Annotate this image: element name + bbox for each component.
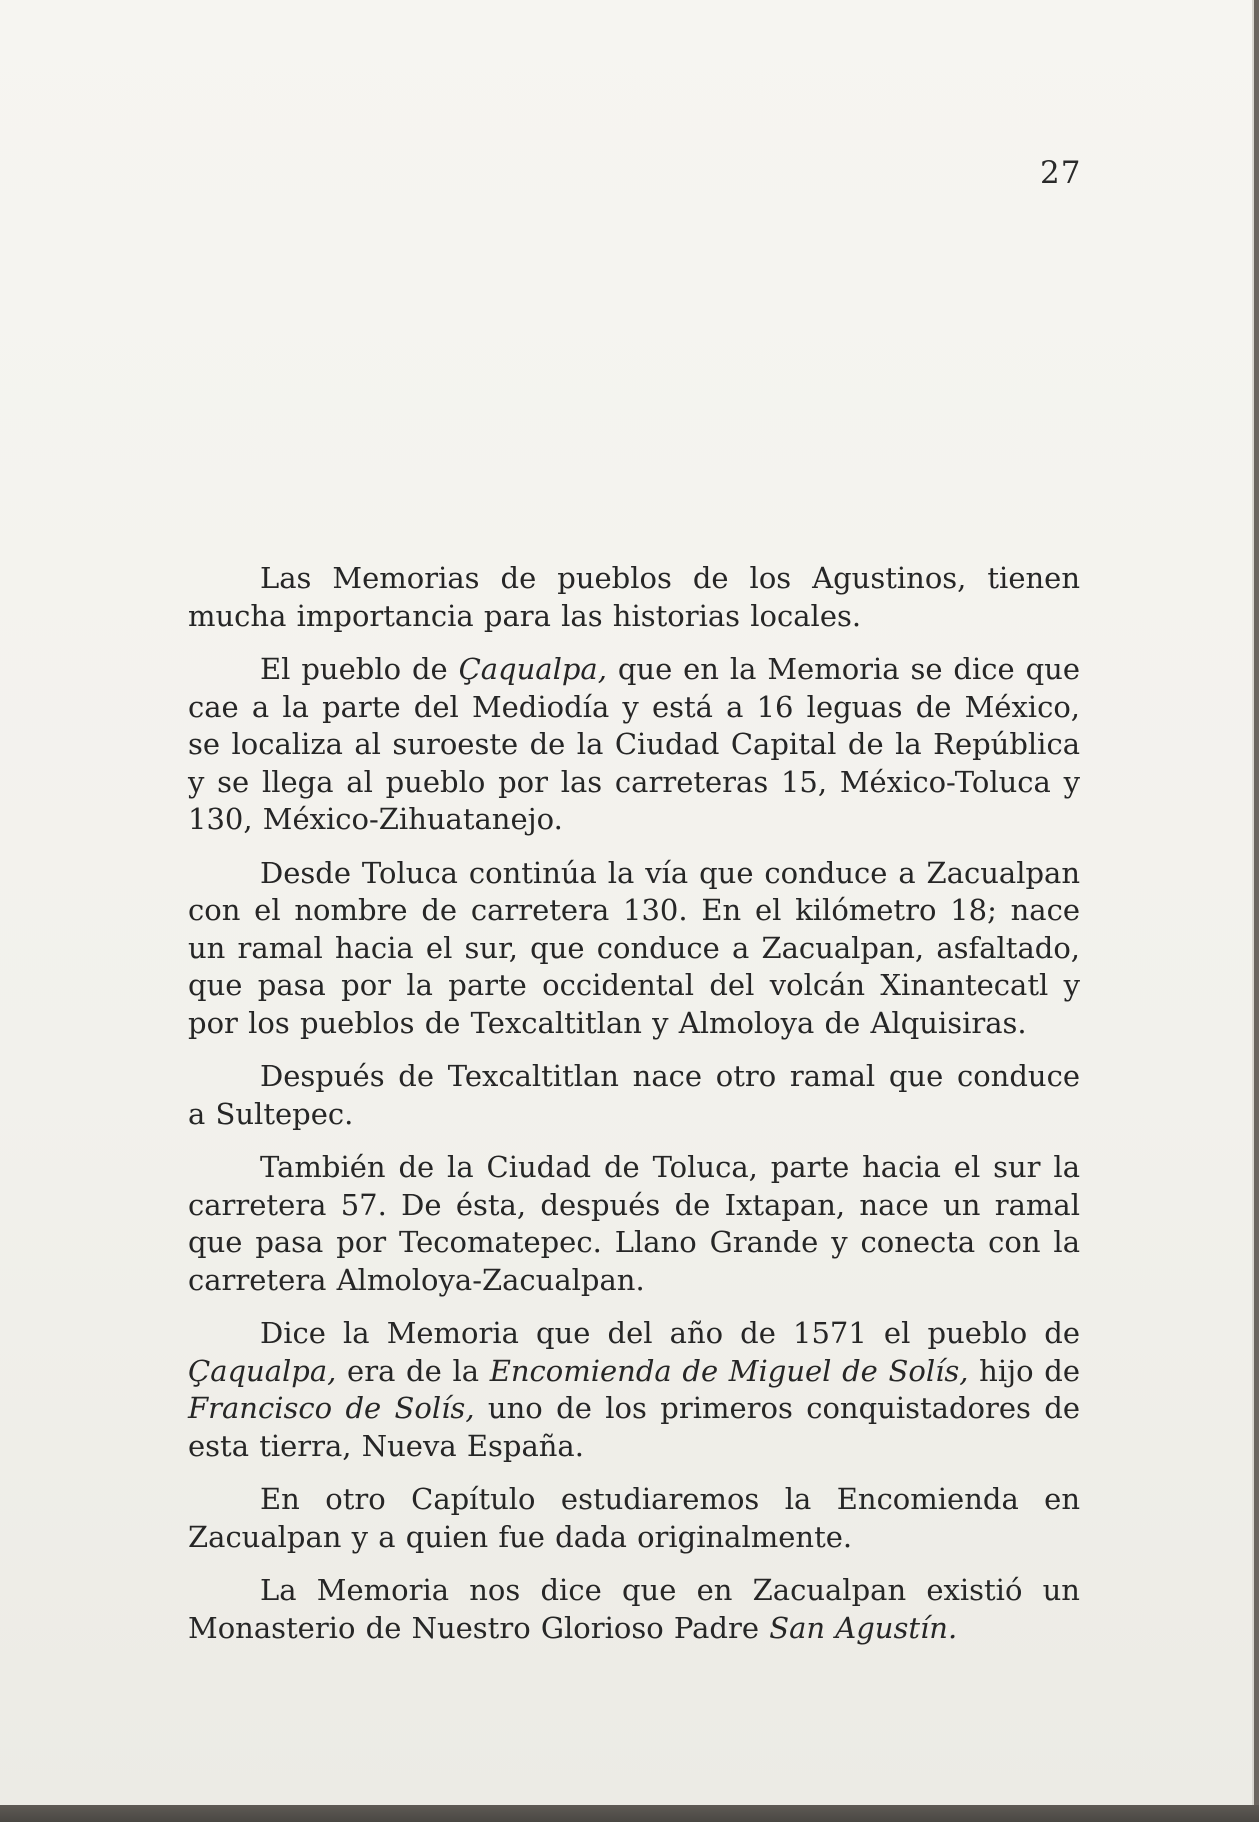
text-segment: Desde Toluca continúa la vía que conduce a Zacualpan con el nombre de carretera 130. En el kilómetro 18; nace un ramal hacia el sur, que conduce a Zacualpan, asfaltado, que pasa por la parte occidental del volcán Xinantecatl y por los pueblos de Texcaltitlan y Almoloya de Alquisiras.	[188, 855, 1080, 1040]
text-segment: También de la Ciudad de Toluca, parte hacia el sur la carretera 57. De ésta, después de Ixtapan, nace un ramal que pasa por Tecomatepec. Llano Grande y conecta con la carretera Almoloya-Zacualpan.	[188, 1150, 1080, 1297]
text-segment: Las Memorias de pueblos de los Agustinos, tienen mucha importancia para las historias locales.	[188, 561, 1080, 633]
page-number: 27	[1040, 155, 1082, 191]
paragraph	[188, 1149, 1080, 1299]
paragraph	[188, 1058, 1080, 1133]
italic-text: Encomienda de Miguel de Solís,	[489, 1353, 969, 1388]
page-bottom-edge	[0, 1805, 1259, 1822]
italic-text: San Agustín.	[769, 1610, 958, 1645]
text-segment: era de la	[336, 1353, 490, 1388]
italic-text: Francisco de Solís,	[188, 1391, 475, 1425]
text-segment: La Memoria nos dice que en Zacualpan existió un Monasterio de Nuestro Glorioso Padre	[188, 1573, 1080, 1645]
paragraph	[188, 651, 1080, 839]
italic-text: Çaqualpa,	[458, 652, 607, 686]
paragraph	[188, 1481, 1080, 1556]
paragraph	[188, 855, 1080, 1043]
paragraph	[188, 1315, 1080, 1465]
text-segment: El pueblo de	[260, 652, 459, 686]
text-segment: Después de Texcaltitlan nace otro ramal que conduce a Sultepec.	[188, 1059, 1080, 1131]
paragraph	[188, 1572, 1080, 1647]
body-text	[188, 560, 1080, 1663]
text-segment: hijo de	[968, 1353, 1080, 1388]
italic-text: Çaqualpa,	[188, 1353, 337, 1388]
text-segment: uno de los primeros conquistadores de esta tierra, Nueva España.	[188, 1391, 1080, 1463]
paragraph	[188, 560, 1080, 635]
text-segment: En otro Capítulo estudiaremos la Encomienda en Zacualpan y a quien fue dada originalmente.	[188, 1482, 1080, 1554]
text-segment: Dice la Memoria que del año de 1571 el pueblo de	[260, 1316, 1080, 1350]
text-segment: que en la Memoria se dice que cae a la parte del Mediodía y está a 16 leguas de México, se localiza al suroeste de la Ciudad Capital de la República y se llega al pueblo por las carreteras 15, México-Toluca y 130, México-Zihuatanejo.	[188, 652, 1080, 836]
